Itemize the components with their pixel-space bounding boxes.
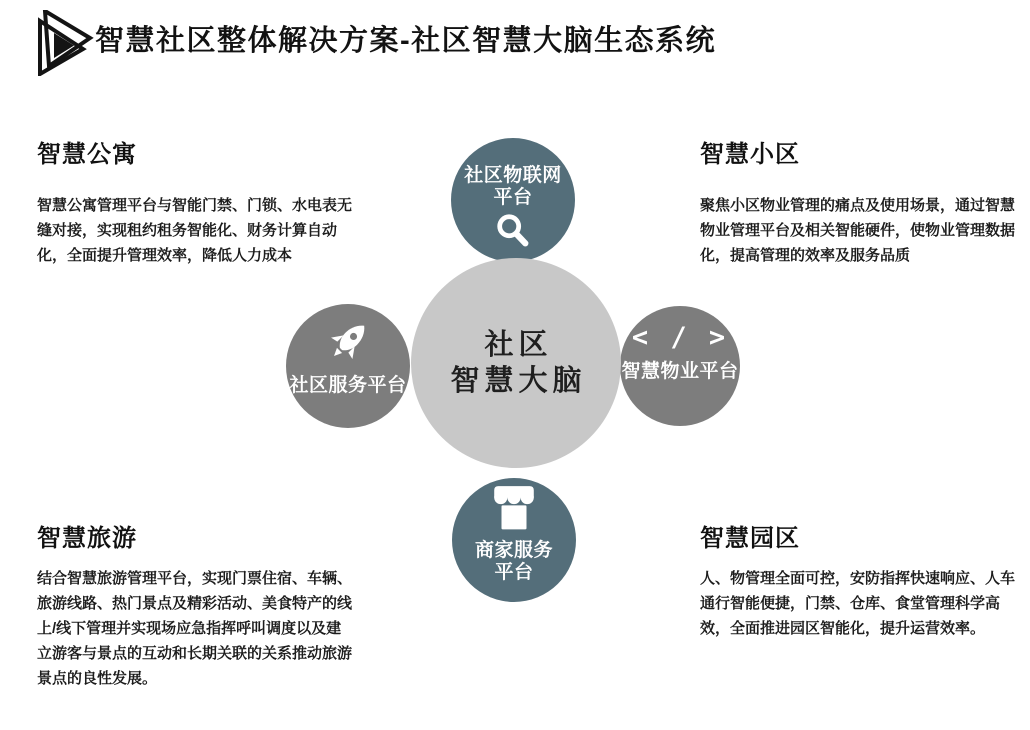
layered-triangles-logo-icon [38, 10, 94, 76]
node-service-platform [286, 304, 410, 428]
section-title-smart-park: 智慧园区 [700, 525, 800, 552]
center-node-label-line2: 智慧大脑 [450, 365, 587, 397]
magnifier-icon [494, 212, 532, 255]
section-smart-tourism [37, 518, 355, 691]
node-property-platform [620, 306, 740, 426]
node-merchant-label-line2: 平台 [494, 562, 534, 583]
section-title-smart-residential: 智慧小区 [700, 141, 800, 168]
node-property-label: 智慧物业平台 [621, 361, 739, 382]
code-icon: < / > [631, 322, 729, 353]
page-title: 智慧社区整体解决方案-社区智慧大脑生态系统 [95, 25, 717, 57]
section-body-smart-park: 人、物管理全面可控，安防指挥快速响应、人车通行智能便捷，门禁、仓库、食堂管理科学高效，全面推进园区智能化，提升运营效率。 [700, 570, 1016, 637]
center-node-community-smart-brain [411, 258, 621, 468]
center-node-label-line1: 社区 [484, 329, 553, 361]
section-smart-park [700, 518, 1018, 641]
section-body-smart-tourism: 结合智慧旅游管理平台，实现门票住宿、车辆、旅游线路、热门景点及精彩活动、美食特产的线上/线下管理并实现场应急指挥呼叫调度以及建立游客与景点的互动和长期关联的关系推动旅游景点的良性发展。 [37, 570, 353, 687]
section-smart-apartment [37, 134, 355, 268]
node-service-label: 社区服务平台 [289, 375, 407, 396]
section-smart-residential [700, 134, 1018, 268]
section-body-smart-apartment: 智慧公寓管理平台与智能门禁、门锁、水电表无缝对接，实现租约租务智能化、财务计算自动化，全面提升管理效率，降低人力成本 [37, 197, 353, 264]
rocket-icon [323, 317, 373, 372]
section-title-smart-tourism: 智慧旅游 [37, 525, 137, 552]
node-merchant-label-line1: 商家服务 [474, 540, 553, 561]
section-title-smart-apartment: 智慧公寓 [37, 141, 137, 168]
section-body-smart-residential: 聚焦小区物业管理的痛点及使用场景，通过智慧物业管理平台及相关智能硬件，使物业管理数据化，提高管理的效率及服务品质 [700, 197, 1016, 264]
node-iot-label-line1: 社区物联网 [464, 165, 562, 186]
storefront-icon [489, 485, 539, 536]
node-iot-platform [451, 138, 575, 262]
node-iot-label-line2: 平台 [493, 187, 533, 208]
node-merchant-platform [452, 478, 576, 602]
